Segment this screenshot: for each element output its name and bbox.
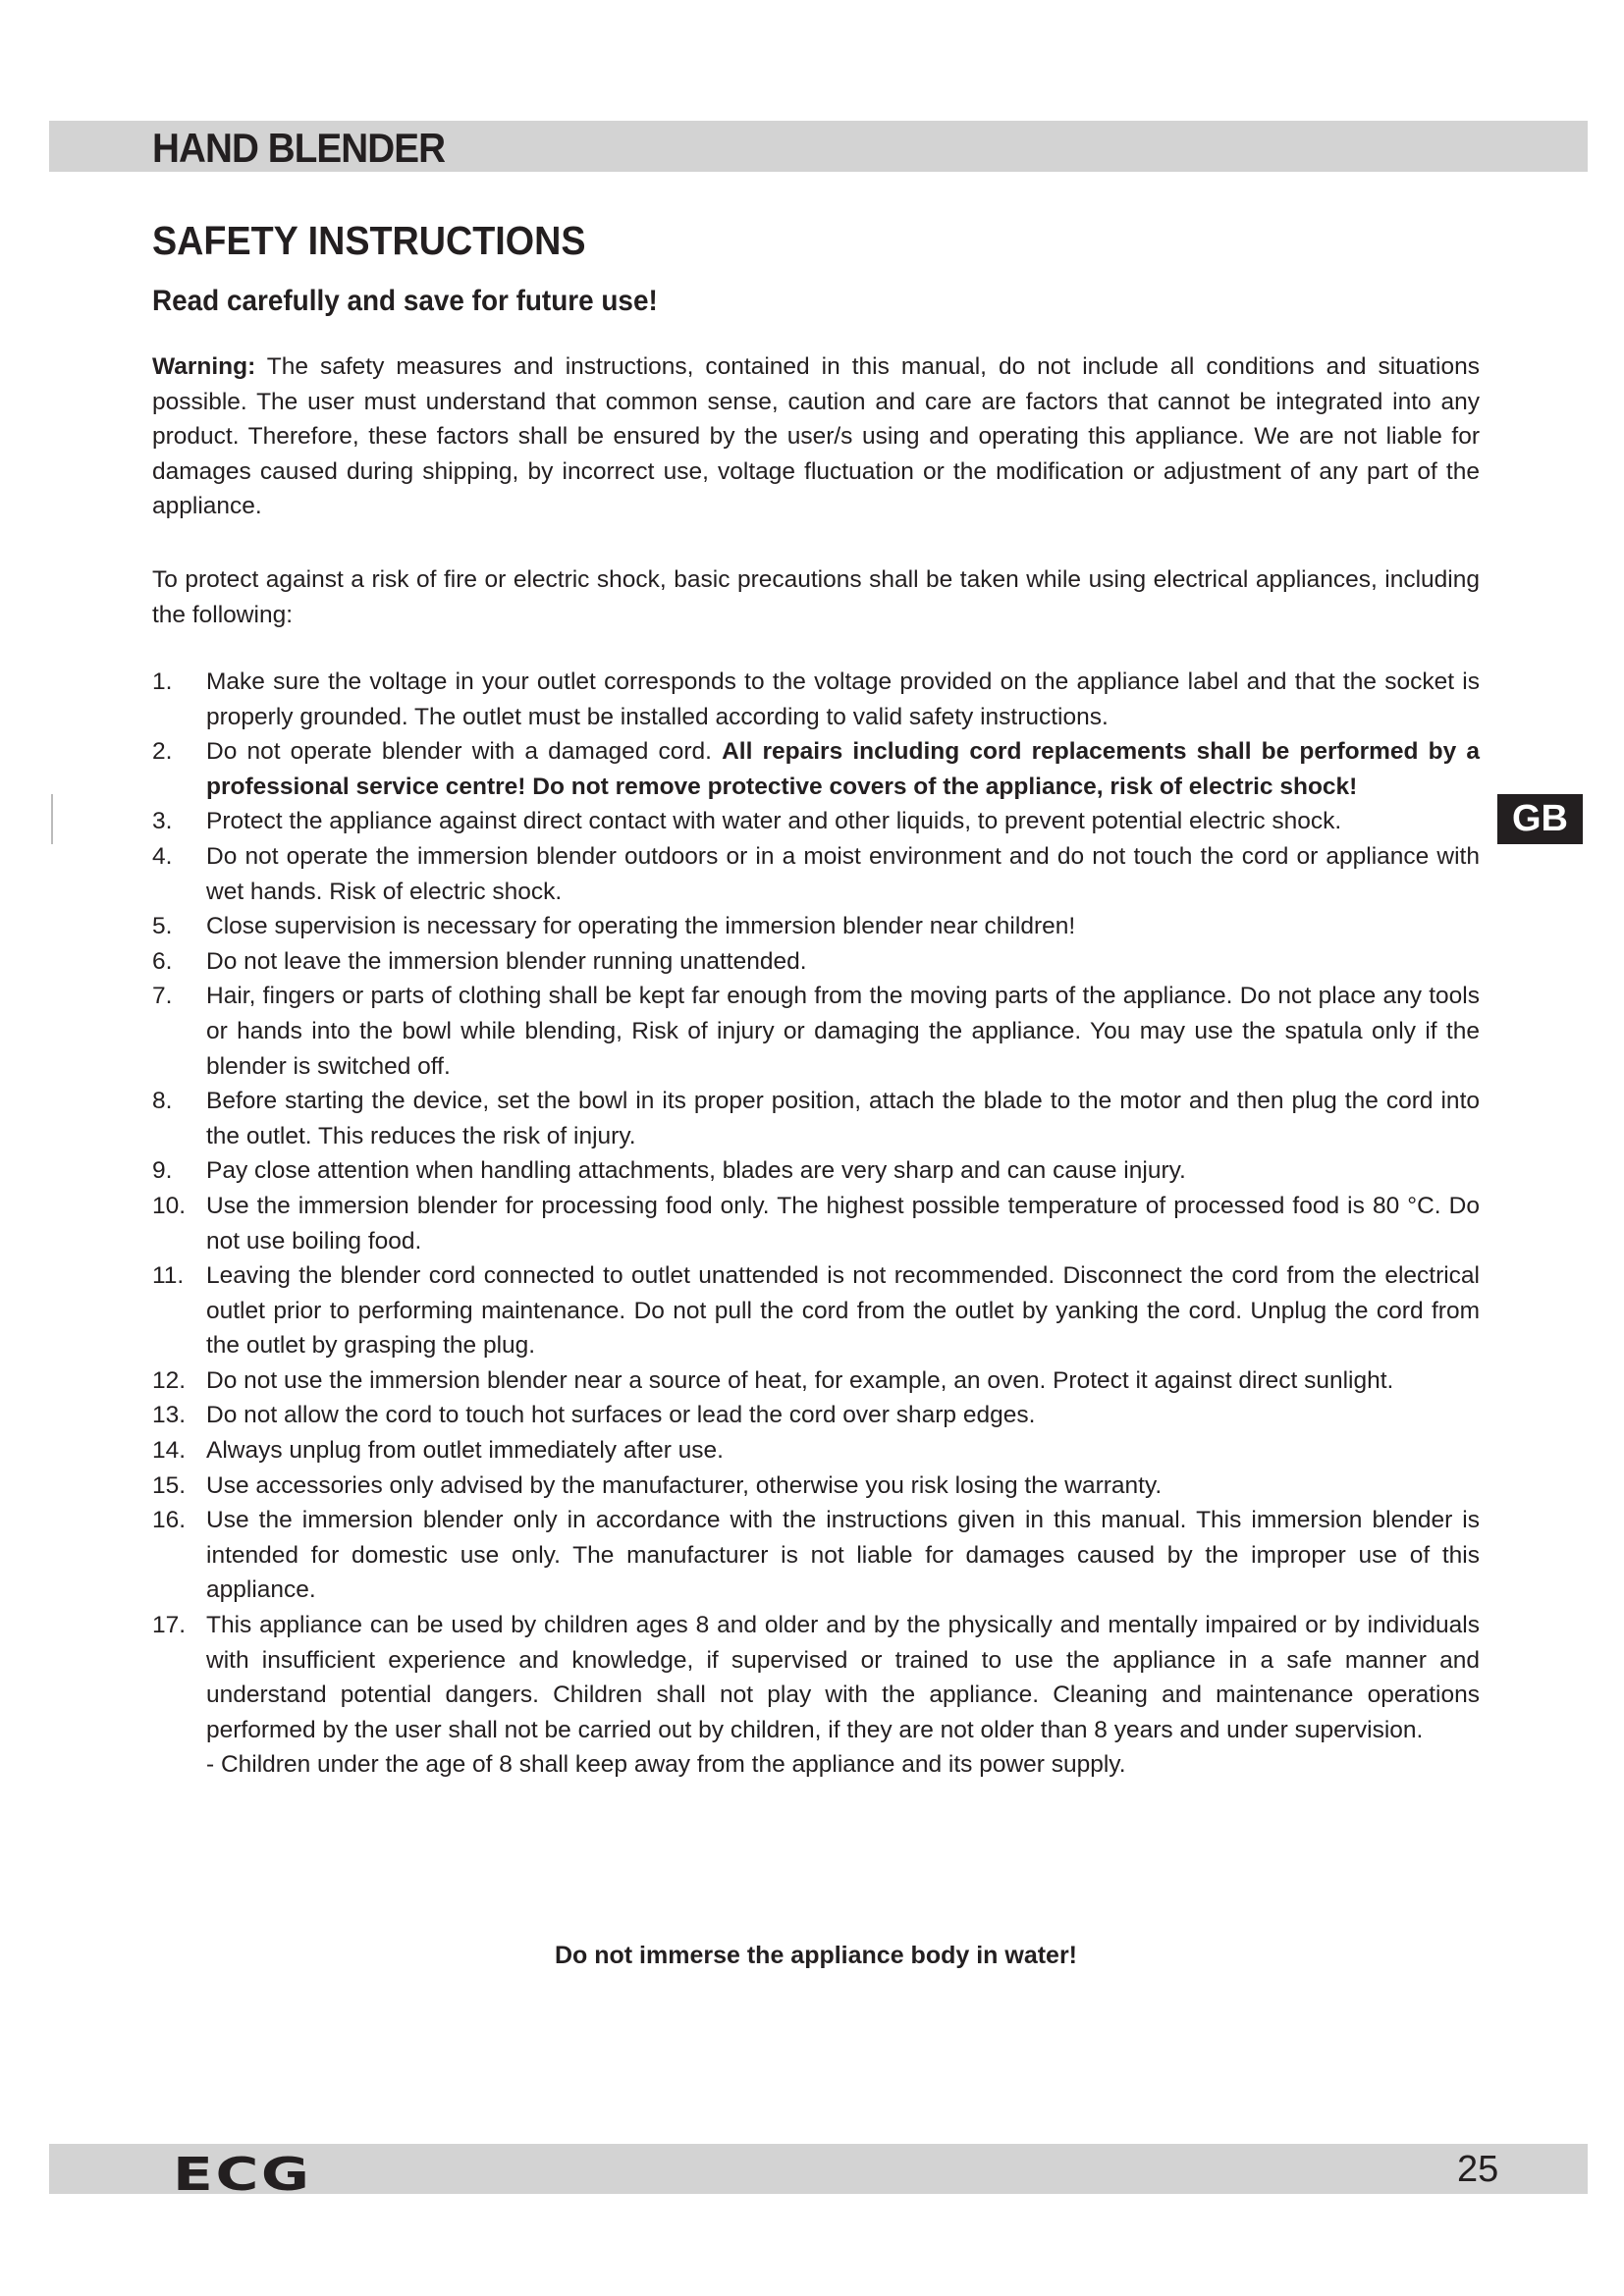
safety-list bbox=[152, 665, 1480, 1783]
item-text: Use the immersion blender only in accordance with the instructions given in this manual. This immersion blender is intended for domestic use only. The manufacturer is not liable for damages caused by the improper use of this appliance. bbox=[206, 1507, 1480, 1604]
header-bar bbox=[49, 121, 1588, 172]
item-text: Hair, fingers or parts of clothing shall be kept far enough from the moving parts of the appliance. Do not place any tools or hands into the bowl while blending, Risk of injury or damaging the appliance. You may use the spatula only if the blender is switched off. bbox=[206, 983, 1480, 1080]
item-number: 13. bbox=[152, 1402, 187, 1429]
item-number: 11. bbox=[152, 1262, 185, 1290]
item-number: 17. bbox=[152, 1612, 187, 1639]
item-text: Do not use the immersion blender near a source of heat, for example, an oven. Protect it against direct sunlight. bbox=[206, 1366, 1394, 1394]
item-number: 9. bbox=[152, 1157, 173, 1185]
warning-paragraph bbox=[152, 349, 1480, 524]
list-item bbox=[152, 1398, 1480, 1433]
footer-bar bbox=[49, 2144, 1588, 2201]
warning-text: The safety measures and instructions, contained in this manual, do not include all conditions and situations possible. The user must understand that common sense, caution and care are factors that cannot be integrated into any product. Therefore, these factors shall be ensured by the user/s using and operating this appliance. We are not liable for damages caused during shipping, by incorrect use, voltage fluctuation or the modification or adjustment of any part of the appliance. bbox=[152, 353, 1480, 520]
brand-logo: ECG bbox=[173, 2148, 312, 2201]
item-number: 3. bbox=[152, 808, 173, 835]
item-number: 7. bbox=[152, 983, 173, 1010]
item-number: 14. bbox=[152, 1437, 187, 1465]
item-number: 1. bbox=[152, 668, 173, 695]
manual-title: HAND BLENDER bbox=[152, 125, 446, 171]
item-text: Do not leave the immersion blender running unattended. bbox=[206, 947, 807, 975]
list-item bbox=[152, 979, 1480, 1084]
item-text: Use accessories only advised by the manufacturer, otherwise you risk losing the warranty. bbox=[206, 1471, 1163, 1499]
subtitle: Read carefully and save for future use! bbox=[152, 285, 658, 317]
item-number: 6. bbox=[152, 947, 173, 975]
list-item bbox=[152, 909, 1480, 944]
item-number: 4. bbox=[152, 842, 173, 870]
list-item bbox=[152, 1189, 1480, 1258]
list-item bbox=[152, 1153, 1480, 1189]
item-number: 12. bbox=[152, 1366, 187, 1394]
item-number: 15. bbox=[152, 1471, 187, 1499]
list-item bbox=[152, 1503, 1480, 1608]
list-item bbox=[152, 1608, 1480, 1783]
list-item bbox=[152, 944, 1480, 980]
list-item bbox=[152, 734, 1480, 804]
item-number: 2. bbox=[152, 738, 173, 766]
item-text: Close supervision is necessary for operating the immersion blender near children! bbox=[206, 913, 1076, 940]
item-number: 8. bbox=[152, 1088, 173, 1115]
item-text: Use the immersion blender for processing food only. The highest possible temperature of processed food is 80 °C. Do not use boiling food. bbox=[206, 1192, 1480, 1255]
item-number: 5. bbox=[152, 913, 173, 940]
warning-label: Warning: bbox=[152, 353, 256, 380]
item-text: Make sure the voltage in your outlet corresponds to the voltage provided on the appliance label and that the socket is properly grounded. The outlet must be installed according to valid safety instructions. bbox=[206, 668, 1480, 730]
item-subnote: - Children under the age of 8 shall keep away from the appliance and its power supply. bbox=[206, 1751, 1126, 1779]
margin-line bbox=[51, 794, 53, 844]
list-item bbox=[152, 839, 1480, 909]
intro-paragraph: To protect against a risk of fire or electric shock, basic precautions shall be taken while using electrical appliances, including the following: bbox=[152, 566, 1480, 628]
list-item bbox=[152, 804, 1480, 839]
list-item bbox=[152, 665, 1480, 734]
page-number: 25 bbox=[1457, 2149, 1499, 2190]
item-number: 10. bbox=[152, 1192, 187, 1219]
item-text: Do not allow the cord to touch hot surfaces or lead the cord over sharp edges. bbox=[206, 1402, 1036, 1429]
item-bold-text: All repairs including cord replacements shall be performed by a professional service centre! Do not remove protective covers of the appliance, risk of electric shock! bbox=[206, 738, 1480, 800]
item-number: 16. bbox=[152, 1507, 187, 1534]
item-text: Protect the appliance against direct contact with water and other liquids, to prevent potential electric shock. bbox=[206, 808, 1342, 835]
item-text: This appliance can be used by children ages 8 and older and by the physically and mentally impaired or by individuals with insufficient experience and knowledge, if supervised or trained to use the appliance in a safe manner and understand potential dangers. Children shall not play with the appliance. Cleaning and maintenance operations performed by the user shall not be carried out by children, if they are not older than 8 years and under supervision. bbox=[206, 1612, 1480, 1743]
list-item bbox=[152, 1363, 1480, 1399]
list-item bbox=[152, 1084, 1480, 1153]
item-text: Always unplug from outlet immediately after use. bbox=[206, 1437, 724, 1465]
item-text: Do not operate blender with a damaged cord. bbox=[206, 738, 723, 766]
item-text: Before starting the device, set the bowl in its proper position, attach the blade to the motor and then plug the cord into the outlet. This reduces the risk of injury. bbox=[206, 1088, 1480, 1149]
item-text: Leaving the blender cord connected to outlet unattended is not recommended. Disconnect the cord from the electrical outlet prior to performing maintenance. Do not pull the cord from the outlet by yanking the cord. Unplug the cord from the outlet by grasping the plug. bbox=[206, 1262, 1480, 1360]
item-text: Pay close attention when handling attachments, blades are very sharp and can cause injury. bbox=[206, 1157, 1186, 1185]
item-text: Do not operate the immersion blender outdoors or in a moist environment and do not touch the cord or appliance with wet hands. Risk of electric shock. bbox=[206, 842, 1480, 905]
language-badge: GB bbox=[1497, 794, 1583, 844]
list-item bbox=[152, 1433, 1480, 1468]
list-item bbox=[152, 1258, 1480, 1363]
section-title: SAFETY INSTRUCTIONS bbox=[152, 218, 586, 263]
list-item bbox=[152, 1468, 1480, 1504]
final-note: Do not immerse the appliance body in water! bbox=[554, 1942, 1078, 1969]
